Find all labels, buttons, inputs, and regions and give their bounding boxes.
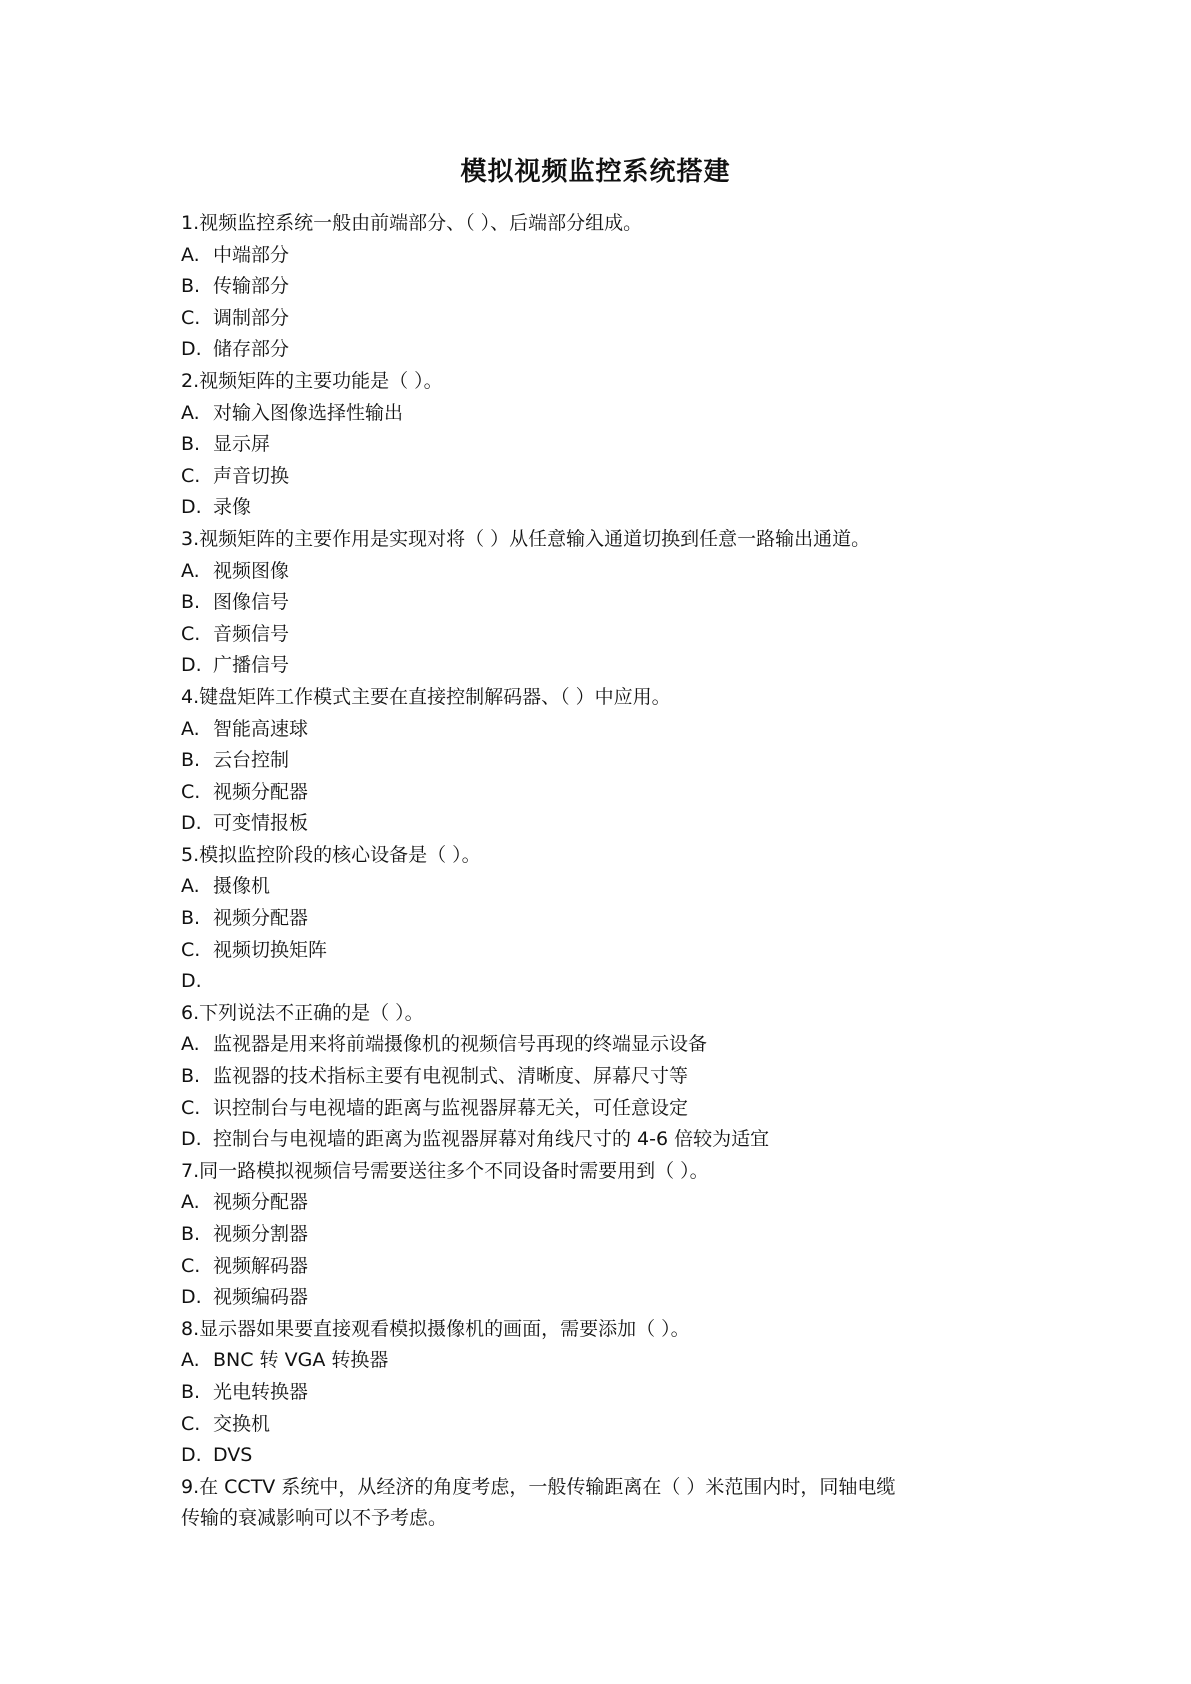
option-a (181, 1029, 1011, 1061)
option-text: 智能高速球 (213, 717, 309, 740)
option-text: BNC 转 VGA 转换器 (213, 1349, 389, 1372)
option-c (181, 303, 1011, 335)
option-text: 监视器是用来将前端摄像机的视频信号再现的终端显示设备 (213, 1033, 708, 1056)
option-text: 显示屏 (213, 433, 271, 456)
option-letter: B. (181, 433, 201, 456)
option-d (181, 1282, 1011, 1314)
option-c (181, 619, 1011, 651)
option-text: 云台控制 (213, 749, 290, 772)
question-3 (181, 524, 1011, 682)
question-text-line-2: 传输的衰减影响可以不予考虑。 (181, 1507, 448, 1530)
option-text: 广播信号 (213, 654, 290, 677)
option-text: 控制台与电视墙的距离为监视器屏幕对角线尺寸的 4-6 倍较为适宜 (213, 1128, 770, 1151)
option-c (181, 1251, 1011, 1283)
option-letter: D. (181, 338, 202, 361)
option-letter: A. (181, 875, 200, 898)
question-4 (181, 682, 1011, 840)
option-text: 视频分割器 (213, 1223, 309, 1245)
question-text: 4.键盘矩阵工作模式主要在直接控制解码器、（ ）中应用。 (181, 685, 671, 708)
option-a (181, 714, 1011, 746)
option-letter: A. (181, 1349, 200, 1372)
option-b (181, 1377, 1011, 1409)
option-c (181, 777, 1011, 809)
option-letter: B. (181, 591, 201, 614)
option-text: 视频图像 (213, 559, 290, 582)
option-text: 声音切换 (213, 464, 290, 487)
option-text: 光电转换器 (213, 1380, 309, 1403)
option-b (181, 1061, 1011, 1093)
option-letter: D. (181, 1286, 202, 1309)
option-text: 交换机 (213, 1412, 271, 1435)
question-text: 1.视频监控系统一般由前端部分、（ ）、后端部分组成。 (181, 212, 643, 234)
option-text: 视频分配器 (213, 907, 309, 930)
option-letter: C. (181, 780, 201, 803)
option-letter: D. (181, 1128, 202, 1151)
option-text: 视频切换矩阵 (213, 938, 328, 961)
option-d (181, 966, 1011, 998)
option-text: 音频信号 (213, 622, 290, 645)
option-text: 识控制台与电视墙的距离与监视器屏幕无关，可任意设定 (213, 1096, 689, 1119)
option-b (181, 429, 1011, 461)
option-d (181, 492, 1011, 524)
option-letter: C. (181, 1096, 201, 1119)
option-letter: D. (181, 970, 202, 993)
option-letter: D. (181, 812, 202, 835)
option-letter: C. (181, 1254, 201, 1277)
option-d (181, 1440, 1011, 1472)
option-d (181, 1124, 1011, 1156)
option-a (181, 398, 1011, 430)
question-5 (181, 840, 1011, 998)
option-text: 视频解码器 (213, 1254, 309, 1277)
option-text: 视频编码器 (213, 1286, 309, 1309)
option-text: 视频分配器 (213, 1191, 309, 1214)
option-text: 传输部分 (213, 275, 290, 298)
question-text: 6.下列说法不正确的是（ ）。 (181, 1001, 424, 1024)
option-a (181, 240, 1011, 272)
option-b (181, 1219, 1011, 1251)
question-2 (181, 366, 1011, 524)
option-b (181, 903, 1011, 935)
option-text: 中端部分 (213, 243, 290, 266)
option-a (181, 556, 1011, 588)
question-text: 3.视频矩阵的主要作用是实现对将（ ）从任意输入通道切换到任意一路输出通道。 (181, 527, 871, 550)
option-letter: C. (181, 464, 201, 487)
option-letter: D. (181, 654, 202, 677)
option-d (181, 808, 1011, 840)
question-text: 7.同一路模拟视频信号需要送往多个不同设备时需要用到（ ）。 (181, 1159, 709, 1182)
option-letter: A. (181, 559, 200, 582)
option-d (181, 650, 1011, 682)
option-d (181, 334, 1011, 366)
option-a (181, 1187, 1011, 1219)
option-c (181, 1093, 1011, 1125)
option-text: 可变情报板 (213, 812, 309, 835)
option-letter: A. (181, 243, 200, 266)
option-text: DVS (213, 1444, 253, 1467)
option-letter: B. (181, 275, 201, 298)
option-b (181, 271, 1011, 303)
option-letter: B. (181, 749, 201, 772)
option-letter: B. (181, 1065, 201, 1088)
option-letter: C. (181, 1412, 201, 1435)
option-letter: B. (181, 907, 201, 930)
option-letter: D. (181, 1444, 202, 1467)
option-letter: A. (181, 1191, 200, 1214)
option-letter: B. (181, 1223, 201, 1245)
option-text: 调制部分 (213, 306, 290, 329)
option-c (181, 1409, 1011, 1441)
option-text: 录像 (213, 496, 252, 519)
option-a (181, 871, 1011, 903)
question-9 (181, 1472, 1011, 1535)
question-8 (181, 1314, 1011, 1472)
question-7 (181, 1156, 1011, 1314)
question-list (181, 208, 1011, 1535)
option-letter: D. (181, 496, 202, 519)
option-text: 储存部分 (213, 338, 290, 361)
option-letter: C. (181, 938, 201, 961)
option-letter: A. (181, 717, 200, 740)
option-a (181, 1345, 1011, 1377)
option-letter: C. (181, 622, 201, 645)
question-text: 8.显示器如果要直接观看模拟摄像机的画面，需要添加（ ）。 (181, 1317, 690, 1340)
option-b (181, 587, 1011, 619)
option-letter: C. (181, 306, 201, 329)
option-text: 对输入图像选择性输出 (213, 401, 404, 424)
question-6 (181, 998, 1011, 1156)
option-text: 视频分配器 (213, 780, 309, 803)
question-text-line-1: 9.在 CCTV 系统中，从经济的角度考虑，一般传输距离在（ ）米范围内时，同轴电缆 (181, 1475, 896, 1498)
option-c (181, 461, 1011, 493)
option-text: 监视器的技术指标主要有电视制式、清晰度、屏幕尺寸等 (213, 1065, 689, 1088)
option-b (181, 745, 1011, 777)
option-c (181, 935, 1011, 967)
option-letter: B. (181, 1380, 201, 1403)
question-text: 5.模拟监控阶段的核心设备是（ ）。 (181, 843, 481, 866)
option-text: 图像信号 (213, 591, 290, 614)
question-text: 2.视频矩阵的主要功能是（ ）。 (181, 369, 443, 392)
option-letter: A. (181, 1033, 200, 1056)
question-1 (181, 208, 1011, 366)
option-text: 摄像机 (213, 875, 271, 898)
document-title: 模拟视频监控系统搭建 (460, 157, 731, 187)
option-letter: A. (181, 401, 200, 424)
